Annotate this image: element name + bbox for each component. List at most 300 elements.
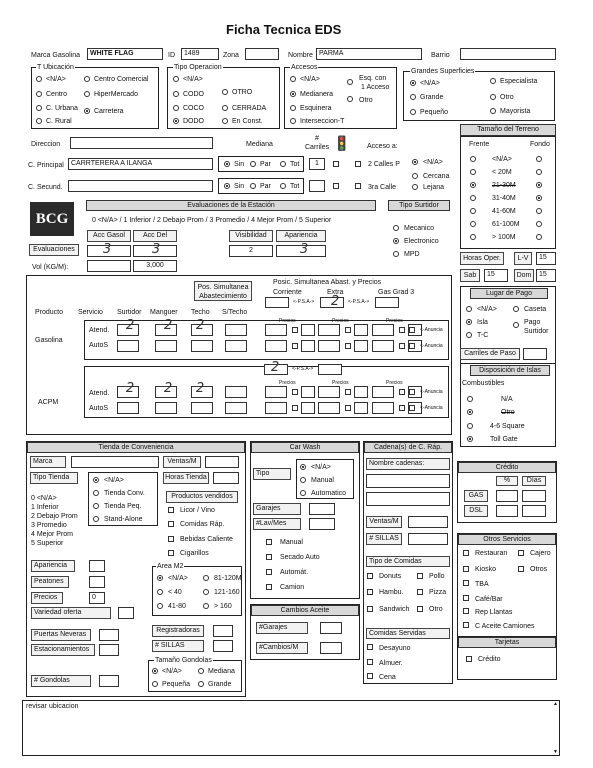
gasolina-surtidor-value: 2 [126,318,135,333]
pizza-label: Pizza [429,589,447,596]
ubicacion-hipermercado-label: HiperMercado [94,91,138,98]
gasolina-price-cell[interactable] [372,340,394,352]
acpm-extra-field[interactable] [318,364,342,375]
cadena-field-1[interactable] [366,474,450,488]
acceso-label: Acceso a: [367,143,398,150]
pollo-checkbox[interactable] [417,573,423,579]
cadena-otro-label: Otro [429,606,443,613]
gondolas-label: # Gondolas [31,675,91,687]
gasolina-price-cell[interactable] [265,340,287,352]
operacion-cerrada-label: CERRADA [232,105,267,112]
corriente-field[interactable] [265,297,289,308]
superficies-otro-label: Otro [500,94,514,101]
principal-2-calles-checkbox[interactable] [355,161,361,167]
otros-label: Otros [530,566,548,573]
accesos-na-radio[interactable] [290,76,296,82]
acpm-cell[interactable] [225,386,247,398]
acpm-label: ACPM [38,399,59,406]
gasolina-anuncia-checkbox[interactable] [345,327,351,333]
ubicacion-na-radio[interactable] [36,76,42,82]
operacion-na-radio[interactable] [173,76,179,82]
visibilidad-field[interactable]: 2 [229,245,273,257]
surtidor-mpd-radio[interactable] [393,251,399,257]
tienda-peq-radio[interactable] [93,503,99,509]
barrio-field[interactable] [460,48,556,60]
principal-tot-radio[interactable] [280,161,286,167]
islas-otro-radio[interactable] [467,409,473,415]
carwash-na-label: <N/A> [311,464,331,471]
ubicacion-hipermercado-radio[interactable] [84,91,90,97]
gasolina-precios-label: Precios [386,318,403,324]
tienda-ventas-label: Ventas/M [163,456,201,468]
gasolina-anuncia-checkbox[interactable] [399,327,405,333]
tipo-tienda-label: Tipo Tienda [30,472,78,484]
lav-mes-field[interactable] [309,518,335,530]
area-40-label: < 40 [168,589,182,596]
hambu-checkbox[interactable] [367,589,373,595]
gasolina-anuncia-checkbox[interactable] [409,343,415,349]
acceso-na-label: <N/A> [423,159,443,166]
ubicacion-centro-comercial-radio[interactable] [84,76,90,82]
cadena-otro-checkbox[interactable] [417,606,423,612]
comidas-checkbox[interactable] [168,521,174,527]
acpm-anuncia-checkbox[interactable] [409,389,415,395]
islas-toll-gate-label: Toll Gate [490,436,518,443]
secundaria-par-label: Par [260,183,271,190]
terreno-option-label: <N/A> [492,156,512,163]
tienda-sillas-field[interactable] [213,640,233,652]
terreno-fondo-radio[interactable] [536,195,542,201]
techo-header: Techo [191,309,210,316]
acpm-anuncia-checkbox[interactable] [292,389,298,395]
superficies-pequeno-label: Pequeño [420,109,449,116]
gas-grad-field[interactable] [375,297,399,308]
cambios-m-label: #Cambios/M [256,642,308,654]
terreno-frente-radio[interactable] [470,156,476,162]
cadena-title: Cadena(s) de C. Ráp. [364,442,452,453]
cadena-sillas-label: # SILLAS [366,533,402,545]
acpm-price-cell[interactable] [318,386,340,398]
pago-surtidor-label: Pago Surtidor [524,319,549,335]
camion-label: Camion [280,584,305,591]
terreno-option-label: 41-60M [492,208,516,215]
id-field[interactable]: 1489 [181,48,219,60]
ubicacion-c-urbana-radio[interactable] [36,105,42,111]
vol-field[interactable]: 3,000 [133,260,177,272]
carriles-paso-field[interactable] [523,348,547,360]
acpm-price-cell[interactable] [265,386,287,398]
acpm-cell[interactable] [225,402,247,414]
restauran-checkbox[interactable] [463,550,469,556]
vol-label: Vol (KG/M): [32,264,69,271]
surtidor-electronico-radio[interactable] [393,238,399,244]
sandwich-label: Sandwich [379,606,410,613]
operacion-dodo-radio[interactable] [173,118,179,124]
cigarillos-checkbox[interactable] [168,550,174,556]
acpm-anuncia-checkbox[interactable] [345,389,351,395]
carwash-na-radio[interactable] [300,464,306,470]
terreno-fondo-label: Fondo [530,141,550,148]
carwash-manual-label: Manual [311,477,334,484]
c-aceite-checkbox[interactable] [463,622,469,628]
credito-gas-pct-field[interactable] [496,490,518,502]
pago-surtidor-radio[interactable] [513,322,519,328]
horas-sab-field[interactable]: 15 [484,269,508,282]
secundaria-par-radio[interactable] [250,183,256,189]
traffic-light-icon: 🚦 [333,135,351,151]
tienda-na-radio[interactable] [93,477,99,483]
zona-field[interactable] [245,48,279,60]
tienda-precios-label: Precios [31,592,63,604]
operacion-codo-radio[interactable] [173,91,179,97]
garajes-field[interactable] [309,503,335,515]
acpm-precios-label: Precios [332,380,349,386]
gasolina-price-cell[interactable] [318,340,340,352]
terreno-frente-radio[interactable] [470,208,476,214]
cena-checkbox[interactable] [367,673,373,679]
credito-dsl-dias-field[interactable] [522,505,546,517]
tamano-grande-radio[interactable] [198,681,204,687]
cajero-label: Cajero [530,550,551,557]
operacion-en-const-radio[interactable] [222,118,228,124]
pago-isla-radio[interactable] [466,319,472,325]
tamano-pequena-label: Pequeña [162,681,191,688]
accesos-esquinera-radio[interactable] [290,105,296,111]
superficies-pequeno-radio[interactable] [410,109,416,115]
tienda-precios-field[interactable]: 0 [89,592,105,604]
tienda-conv-radio[interactable] [93,490,99,496]
area-na-radio[interactable] [157,575,163,581]
gasolina-precios-label: Precios [279,318,296,324]
acceso-lejana-radio[interactable] [412,184,418,190]
secundaria-3ra-calle-checkbox[interactable] [355,183,361,189]
tienda-apariencia-field[interactable] [89,560,105,572]
acpm-small-cell[interactable] [301,402,315,414]
gasolina-cell[interactable] [155,340,177,352]
gasolina-small-cell[interactable] [301,324,315,336]
gasolina-anuncia-checkbox[interactable] [399,343,405,349]
ubicacion-centro-comercial-label: Centro Comercial [94,76,149,83]
evaluaciones-button[interactable]: Evaluaciones [29,244,79,256]
gasolina-autos-label: AutoS [89,342,109,349]
carwash-tipo-label: Tipo [253,468,291,480]
credito-gas-label: GAS [464,490,488,502]
ubicacion-carretera-label: Carretera [94,108,124,115]
psa-label-2: <-P.S.A-> [348,299,370,305]
acpm-anuncia-checkbox[interactable] [409,405,415,411]
terreno-frente-radio[interactable] [470,234,476,240]
credito-dias-header: Días [522,476,546,486]
tba-label: TBA [475,581,489,588]
ubicacion-c-rural-radio[interactable] [36,118,42,124]
nombre-field[interactable]: PARMA [316,48,422,60]
acpm-price-cell[interactable] [372,402,394,414]
terreno-frente-label: Frente [469,141,490,148]
terreno-fondo-radio[interactable] [536,156,542,162]
tienda-marca-field[interactable] [71,456,159,468]
principal-par-radio[interactable] [250,161,256,167]
cadena-sillas-field[interactable] [408,533,448,545]
superficies-especialista-radio[interactable] [490,78,496,84]
operacion-na-label: <N/A> [183,76,203,83]
terreno-title: Tamaño del Terreno [460,124,556,136]
area-160-label: > 160 [214,603,232,610]
notes-scroll-up-icon[interactable]: ▲ [553,701,558,707]
acpm-anuncia-checkbox[interactable] [399,405,405,411]
gasolina-anuncia-checkbox[interactable] [345,343,351,349]
acceso-cercana-label: Cercana [423,173,450,180]
islas-4-6-label: 4-6 Square [490,423,525,430]
acceso-na-radio[interactable] [412,159,418,165]
gasolina-anuncia-checkbox[interactable] [409,327,415,333]
acpm-surtidor-value: 2 [126,381,135,396]
gasolina-price-cell[interactable] [318,324,340,336]
camion-checkbox[interactable] [266,584,272,590]
credito-dsl-pct-field[interactable] [496,505,518,517]
superficies-otro-radio[interactable] [490,94,496,100]
tamano-mediana-radio[interactable] [198,668,204,674]
estacionamientos-field[interactable] [99,644,119,656]
acpm-price-cell[interactable] [318,402,340,414]
id-label: ID [168,52,175,59]
superficies-grande-radio[interactable] [410,94,416,100]
nombre-cadenas-label: Nombre cadenas: [366,458,450,470]
acpm-anuncia-checkbox[interactable] [345,405,351,411]
secundaria-check-1[interactable] [333,183,339,189]
gasolina-anuncia-checkbox[interactable] [292,327,298,333]
superficies-na-radio[interactable] [410,80,416,86]
accesos-otro-radio[interactable] [347,96,353,102]
notes-scroll-down-icon[interactable]: ▼ [553,749,558,755]
carwash-manual-radio[interactable] [300,477,306,483]
puertas-field[interactable] [99,629,119,641]
gasolina-cell[interactable] [191,340,213,352]
surtidor-mecanico-radio[interactable] [393,225,399,231]
gasolina-cell[interactable] [225,324,247,336]
tba-checkbox[interactable] [463,580,469,586]
gasolina-anuncia-label: <-Anuncia [420,327,443,333]
islas-otro-label: Otro [501,409,515,416]
terreno-frente-radio[interactable] [470,169,476,175]
tienda-ventas-field[interactable] [205,456,239,468]
tamano-na-radio[interactable] [152,668,158,674]
cajero-checkbox[interactable] [518,550,524,556]
hambu-label: Hambu. [379,589,404,596]
marca-field[interactable]: WHITE FLAG [87,48,163,60]
horas-tienda-field[interactable] [213,472,239,484]
terreno-frente-radio[interactable] [470,195,476,201]
terreno-option-label: 21-30M [492,182,516,189]
cambios-m-field[interactable] [320,642,342,654]
area-160-radio[interactable] [203,603,209,609]
acpm-price-cell[interactable] [265,402,287,414]
secundaria-tot-label: Tot [290,183,300,190]
nombre-label: Nombre [288,52,313,59]
principal-check-1[interactable] [333,161,339,167]
puertas-label: Puertas Neveras [31,629,91,641]
pos-simultanea-button[interactable]: Pos. Simultanea Abastecimiento [194,281,252,301]
bebidas-checkbox[interactable] [168,536,174,542]
horas-lv-field[interactable]: 15 [536,252,556,265]
acpm-anuncia-checkbox[interactable] [292,405,298,411]
pago-tc-radio[interactable] [466,332,472,338]
variedad-field[interactable] [118,607,134,619]
acpm-price-cell[interactable] [372,386,394,398]
acpm-psa-label: <-P.S.A-> [292,366,314,372]
peatones-field[interactable] [89,576,105,588]
operacion-cerrada-radio[interactable] [222,105,228,111]
acpm-cell[interactable] [155,402,177,414]
pago-caseta-radio[interactable] [513,306,519,312]
carwash-manual-check-label: Manual [280,539,303,546]
principal-sin-radio[interactable] [224,161,230,167]
kiosko-checkbox[interactable] [463,566,469,572]
otros-checkbox[interactable] [518,566,524,572]
accesos-esq-label: Esq. con [359,75,387,82]
tienda-scale-item: 0 <N/A> [31,495,57,502]
ubicacion-c-rural-label: C. Rural [46,118,72,125]
area-40-radio[interactable] [157,589,163,595]
peatones-label: Peatones [31,576,69,588]
credito-gas-dias-field[interactable] [522,490,546,502]
area-41-radio[interactable] [157,603,163,609]
tienda-stand-alone-radio[interactable] [93,516,99,522]
area-81-radio[interactable] [203,575,209,581]
superficies-mayorista-radio[interactable] [490,108,496,114]
secundaria-tot-radio[interactable] [280,183,286,189]
almuer-checkbox[interactable] [367,659,373,665]
acpm-small-cell[interactable] [354,386,368,398]
posic-label: Posic. Simultanea Abast. y Precios [273,279,382,286]
operacion-otro-radio[interactable] [222,89,228,95]
gasolina-small-cell[interactable] [301,340,315,352]
horas-sab-label: Sab [460,269,480,282]
acpm-anuncia-label: <-Anuncia [420,405,443,411]
terreno-fondo-radio[interactable] [536,169,542,175]
notes-field[interactable] [22,700,560,756]
psa-label-1: <-P.S.A-> [293,299,315,305]
terreno-frente-radio[interactable] [470,182,476,188]
registradoras-field[interactable] [213,625,233,637]
pago-na-label: <N/A> [477,306,497,313]
acpm-precios-label: Precios [386,380,403,386]
vol-field-1[interactable] [87,260,131,272]
terreno-fondo-radio[interactable] [536,182,542,188]
donuts-checkbox[interactable] [367,573,373,579]
principal-label: C. Principal [28,162,64,169]
cafe-checkbox[interactable] [463,595,469,601]
donuts-label: Donuts [379,573,402,580]
terreno-fondo-radio[interactable] [536,234,542,240]
gasolina-price-cell[interactable] [372,324,394,336]
islas-na-radio[interactable] [467,396,473,402]
operacion-coco-radio[interactable] [173,105,179,111]
tienda-title: Tienda de Conveniencia [27,442,245,453]
carwash-manual-checkbox[interactable] [266,539,272,545]
tarjeta-credito-checkbox[interactable] [466,656,472,662]
ubicacion-centro-radio[interactable] [36,91,42,97]
pollo-label: Pollo [429,573,445,580]
pago-tc-label: T-C [477,332,489,339]
principal-field[interactable]: CARRTERERA A ILANGA [68,158,213,170]
secundaria-carriles-field[interactable] [309,180,325,192]
tienda-scale-item: 4 Mejor Prom [31,531,74,538]
automat-checkbox[interactable] [266,569,272,575]
accesos-medianera-label: Medianera [300,91,334,98]
sandwich-checkbox[interactable] [367,606,373,612]
islas-4-6-radio[interactable] [467,423,473,429]
acpm-cell[interactable] [191,402,213,414]
pizza-checkbox[interactable] [417,589,423,595]
islas-toll-gate-radio[interactable] [467,436,473,442]
licor-checkbox[interactable] [168,507,174,513]
gasolina-cell[interactable] [225,340,247,352]
cadena-field-2[interactable] [366,492,450,506]
gasolina-small-cell[interactable] [354,340,368,352]
gasolina-cell[interactable] [117,340,139,352]
accesos-interseccion-label: Interseccion-T [300,118,345,125]
evaluaciones-title: Evaluaciones de la Estación [86,200,376,211]
acpm-cell[interactable] [117,402,139,414]
tamano-title: Tamaño Gondolas [155,657,212,664]
acceso-cercana-radio[interactable] [412,173,418,179]
desayuno-checkbox[interactable] [367,644,373,650]
almuer-label: Almuer. [379,660,403,667]
gasolina-small-cell[interactable] [354,324,368,336]
extra-value: 2 [331,294,340,309]
cadena-ventas-field[interactable] [408,516,448,528]
acpm-small-cell[interactable] [354,402,368,414]
tamano-pequena-radio[interactable] [152,681,158,687]
gasolina-anuncia-checkbox[interactable] [292,343,298,349]
bebidas-label: Bebidas Caliente [180,536,233,543]
acpm-small-cell[interactable] [301,386,315,398]
horas-dom-field[interactable]: 15 [536,269,556,282]
terreno-fondo-radio[interactable] [536,208,542,214]
n-garajes-field[interactable] [320,622,342,634]
horas-lv-label: L-V [514,252,532,265]
area-121-radio[interactable] [203,589,209,595]
tienda-scale-item: 5 Superior [31,540,64,547]
cadena-ventas-label: Ventas/M [366,516,402,528]
s-techo-header: S/Techo [222,309,248,316]
ubicacion-centro-label: Centro [46,91,68,98]
acpm-anuncia-checkbox[interactable] [399,389,405,395]
accesos-esq-radio[interactable] [347,79,353,85]
direccion-field[interactable] [70,137,213,149]
terreno-frente-radio[interactable] [470,221,476,227]
gasolina-price-cell[interactable] [265,324,287,336]
c-aceite-label: C Aceite Camiones [475,623,535,630]
accesos-interseccion-radio[interactable] [290,118,296,124]
apariencia-label: Apariencia [276,230,326,242]
accesos-medianera-radio[interactable] [290,91,296,97]
gondolas-field[interactable] [99,675,119,687]
bcg-logo: BCG [30,202,74,236]
secundaria-sin-radio[interactable] [224,183,230,189]
rep-llantas-checkbox[interactable] [463,608,469,614]
acc-del-label: Acc Del [133,230,177,242]
principal-carriles-field[interactable]: 1 [309,158,325,170]
secado-checkbox[interactable] [266,554,272,560]
pago-na-radio[interactable] [466,306,472,312]
tienda-marca-label: Marca [30,456,66,468]
cena-label: Cena [379,674,396,681]
ubicacion-carretera-radio[interactable] [84,108,90,114]
carwash-automatico-radio[interactable] [300,490,306,496]
terreno-fondo-radio[interactable] [536,221,542,227]
secundaria-field[interactable] [68,180,213,192]
